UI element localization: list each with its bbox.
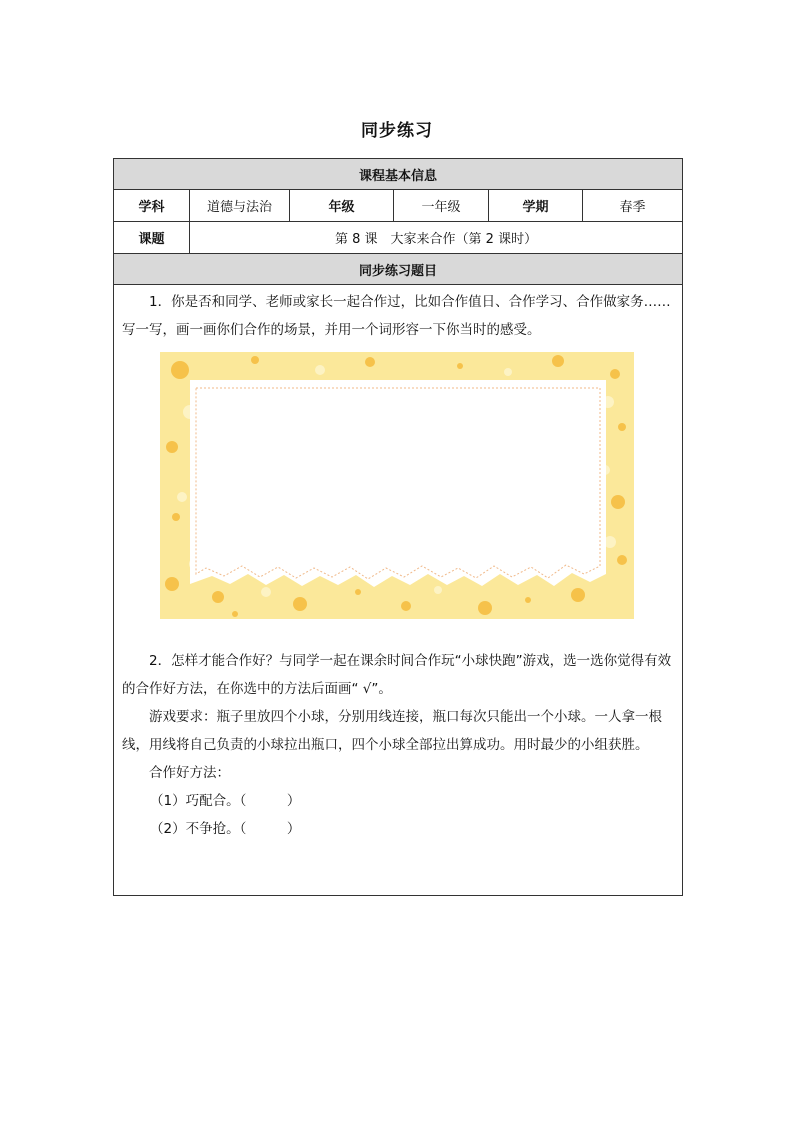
grade-value: 一年级 xyxy=(394,190,489,222)
option-1[interactable]: （1）巧配合。（ ） xyxy=(150,793,301,809)
topic-label: 课题 xyxy=(114,222,190,254)
drawing-frame-illustration xyxy=(160,352,634,619)
section-header-exercises: 同步练习题目 xyxy=(114,254,683,285)
question-1: 1．你是否和同学、老师或家长一起合作过，比如合作值日、合作学习、合作做家务……写一写，画一画你们合作的场景，并用一个词形容一下你当时的感受。 xyxy=(122,294,671,338)
subject-value: 道德与法治 xyxy=(190,190,290,222)
topic-value: 第 8 课 大家来合作（第 2 课时） xyxy=(190,222,683,254)
game-rules: 游戏要求：瓶子里放四个小球，分别用线连接，瓶口每次只能出一个小球。一人拿一根线，用线将自己负责的小球拉出瓶口，四个小球全部拉出算成功。用时最少的小组获胜。 xyxy=(122,709,662,753)
subject-label: 学科 xyxy=(114,190,190,222)
term-label: 学期 xyxy=(489,190,583,222)
exercise-table xyxy=(113,158,683,896)
option-2[interactable]: （2）不争抢。（ ） xyxy=(150,821,301,837)
methods-label: 合作好方法： xyxy=(149,765,230,781)
drawing-frame[interactable] xyxy=(160,352,634,619)
section-header-course-info: 课程基本信息 xyxy=(114,159,683,190)
exercise-content xyxy=(114,285,683,896)
grade-label: 年级 xyxy=(290,190,394,222)
page-title: 同步练习 xyxy=(361,121,433,141)
term-value: 春季 xyxy=(583,190,683,222)
question-2: 2．怎样才能合作好？与同学一起在课余时间合作玩“小球快跑”游戏，选一选你觉得有效的合作好方法，在你选中的方法后面画“ √”。 xyxy=(122,653,672,697)
